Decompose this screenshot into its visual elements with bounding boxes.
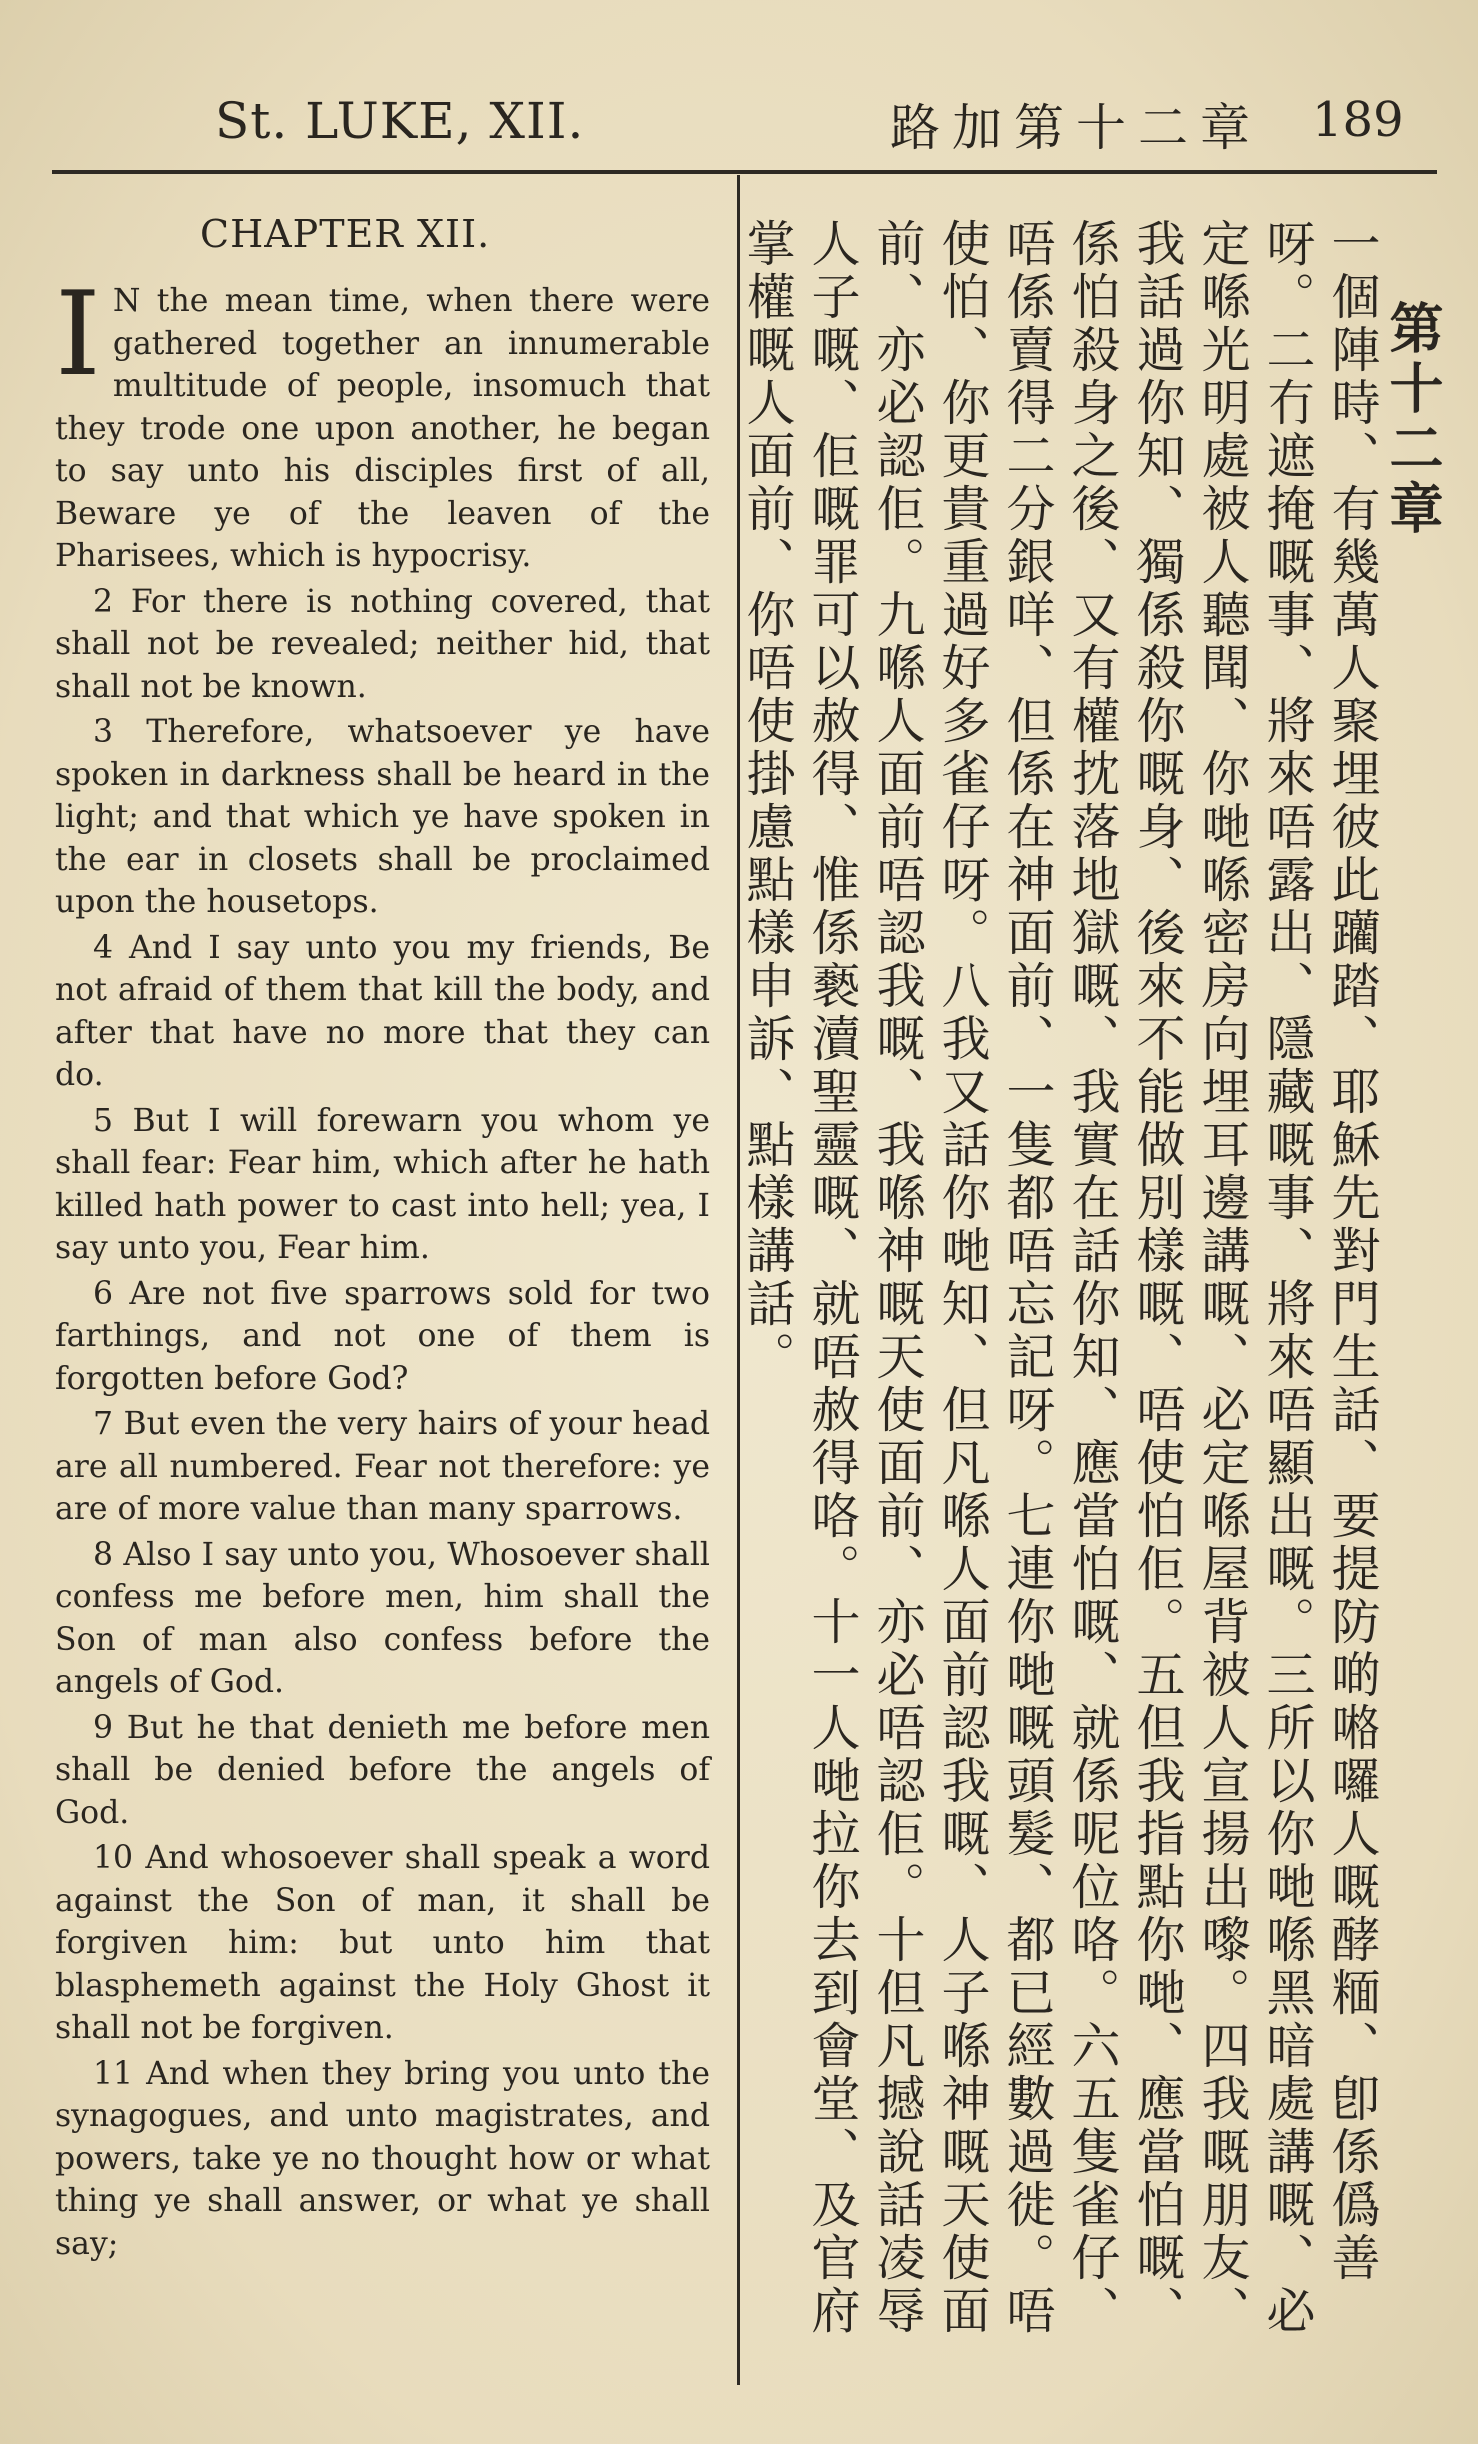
verse-5: 5 But I will forewarn you whom ye shall fear: Fear him, which after he hath killed hath power to cast into hell; yea, I say unto you, Fear him. <box>55 1102 710 1266</box>
chinese-column <box>739 218 1385 2358</box>
verse-2: 2 For there is nothing covered, that shall not be revealed; neither hid, that shall not be known. <box>55 583 710 705</box>
verse-1-text: N the mean time, when there were gathered together an innumerable multitude of people, insomuch that they trode one upon another, he began to say unto his disciples first of all, Beware ye of the leaven of the Pharisees, which is hypocrisy. <box>55 283 710 574</box>
running-head-english: St. LUKE, XII. <box>215 92 585 150</box>
chinese-text: 一個陣時、有幾萬人聚埋彼此躪踏、耶穌先對門生話、要提防啲𠺝囉人嘅酵糆、卽係僞善呀。二冇遮掩嘅事、將來唔露出、隱藏嘅事、將來唔顯出嘅。三所以你哋喺黑暗處講嘅、必定喺光明處被人聽聞、你哋喺密房向埋耳邊講嘅、必定喺屋背被人宣揚出嚟。四我嘅朋友、我話過你知、獨係殺你嘅身、後來不能做別樣嘅、唔使怕佢。五但我指點你哋、應當怕嘅、係怕殺身之後、又有權抌落地獄嘅、我實在話你知、應當怕嘅、就係呢位咯。六五隻雀仔、唔係賣得二分銀咩、但係在神面前、一隻都唔忘記呀。七連你哋嘅頭髮、都已經數過徙。唔使怕、你更貴重過好多雀仔呀。八我又話你哋知、但凡喺人面前認我嘅、人子喺神嘅天使面前、亦必認佢。九喺人面前唔認我嘅、我喺神嘅天使面前、亦必唔認佢。十但凡撼說話凌辱人子嘅、佢嘅罪可以赦得、惟係褻瀆聖靈嘅、就唔赦得咯。十一人哋拉你去到會堂、及官府掌權嘅人面前、你唔使掛慮點樣申訴、點樣講話。 <box>739 218 1381 2338</box>
verse-11: 11 And when they bring you unto the synagogues, and unto magistrates, and powers, take ye no thought how or what thing ye shall answer, or what ye shall say; <box>55 2055 710 2262</box>
chapter-title: CHAPTER XII. <box>200 212 491 256</box>
verse-1 <box>55 267 710 578</box>
english-column <box>55 267 710 2268</box>
chinese-chapter-heading: 第十二章 <box>1381 300 1445 540</box>
running-head-chinese: 路加第十二章 <box>890 99 1262 157</box>
verse-8: 8 Also I say unto you, Whosoever shall confess me before men, him shall the Son of man also confess before the angels of God. <box>55 1536 710 1700</box>
page-number: 189 <box>1312 92 1404 148</box>
verse-6: 6 Are not five sparrows sold for two farthings, and not one of them is forgotten before God? <box>55 1275 710 1397</box>
verse-10: 10 And whosoever shall speak a word against the Son of man, it shall be forgiven him: but unto him that blasphemeth against the Holy Ghost it shall not be forgiven. <box>55 1840 710 2046</box>
verse-4: 4 And I say unto you my friends, Be not afraid of them that kill the body, and after that have no more that they can do. <box>55 929 710 1093</box>
drop-cap: I <box>55 267 101 402</box>
verse-7: 7 But even the very hairs of your head are all numbered. Fear not therefore: ye are of more value than many sparrows. <box>55 1406 710 1527</box>
verse-3: 3 Therefore, whatsoever ye have spoken in darkness shall be heard in the light; and that which ye have spoken in the ear in closets shall be proclaimed upon the housetops. <box>55 714 710 920</box>
verse-9: 9 But he that denieth me before men shall be denied before the angels of God. <box>55 1709 710 1831</box>
header-rule <box>52 170 1437 174</box>
